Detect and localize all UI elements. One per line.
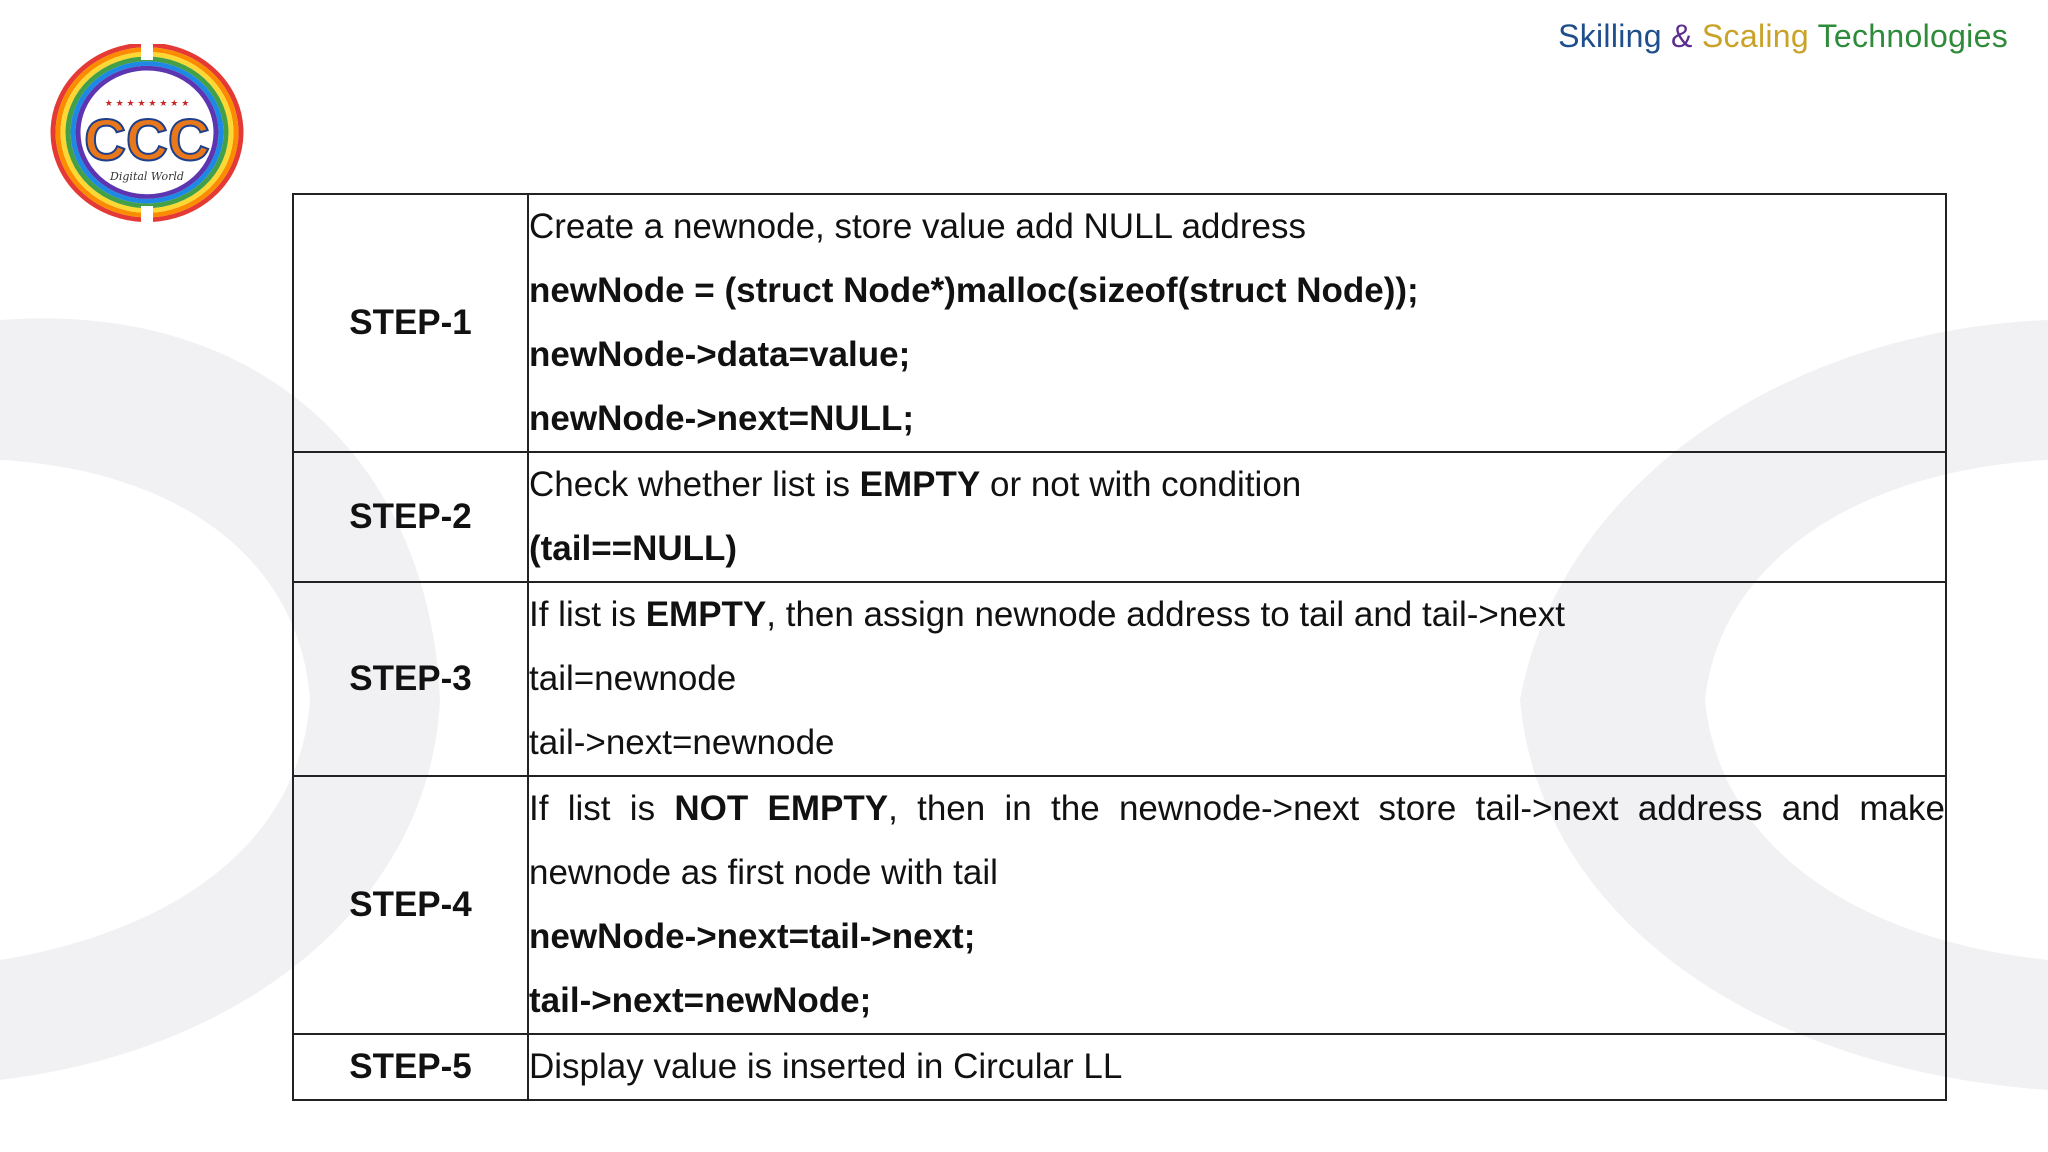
table-row	[293, 582, 1946, 776]
ccc-logo-icon	[48, 44, 246, 222]
brand-tagline	[1558, 18, 2008, 55]
step-content	[528, 1034, 1946, 1100]
code-line: tail->next=newnode	[529, 723, 835, 762]
step-text-line: Check whether list is EMPTY or not with condition	[529, 465, 1302, 504]
step-content	[528, 582, 1946, 776]
tagline-skilling: Skilling	[1558, 18, 1662, 54]
step-label: STEP-1	[293, 194, 528, 452]
step-label: STEP-3	[293, 582, 528, 776]
code-line: newNode->data=value;	[529, 335, 911, 374]
code-line: newNode = (struct Node*)malloc(sizeof(struct Node));	[529, 271, 1419, 310]
svg-text:CCC: CCC	[84, 108, 210, 173]
step-content	[528, 194, 1946, 452]
step-text-line: Create a newnode, store value add NULL address	[529, 207, 1306, 246]
code-line: tail->next=newNode;	[529, 981, 872, 1020]
tagline-scaling: Scaling	[1701, 18, 1809, 54]
step-content	[528, 452, 1946, 582]
step-label: STEP-5	[293, 1034, 528, 1100]
step-label: STEP-2	[293, 452, 528, 582]
table-row	[293, 1034, 1946, 1100]
step-text-line: If list is EMPTY, then assign newnode address to tail and tail->next	[529, 595, 1565, 634]
step-text-line: Display value is inserted in Circular LL	[529, 1047, 1123, 1086]
step-content	[528, 776, 1946, 1034]
step-label: STEP-4	[293, 776, 528, 1034]
code-line: tail=newnode	[529, 659, 737, 698]
code-line: (tail==NULL)	[529, 529, 738, 568]
table-row	[293, 194, 1946, 452]
steps-table	[292, 193, 1947, 1101]
tagline-ampersand: &	[1671, 18, 1693, 54]
table-row	[293, 452, 1946, 582]
table-row	[293, 776, 1946, 1034]
code-line: newNode->next=NULL;	[529, 399, 915, 438]
tagline-technologies: Technologies	[1817, 18, 2008, 54]
step-text-line: newnode as first node with tail	[529, 853, 998, 892]
code-line: newNode->next=tail->next;	[529, 917, 976, 956]
step-text-line: If list is NOT EMPTY, then in the newnode->next store tail->next address and make	[529, 789, 1945, 828]
svg-text:★ ★ ★ ★ ★ ★ ★ ★: ★ ★ ★ ★ ★ ★ ★ ★	[104, 99, 190, 109]
svg-text:Digital World: Digital World	[110, 170, 184, 183]
